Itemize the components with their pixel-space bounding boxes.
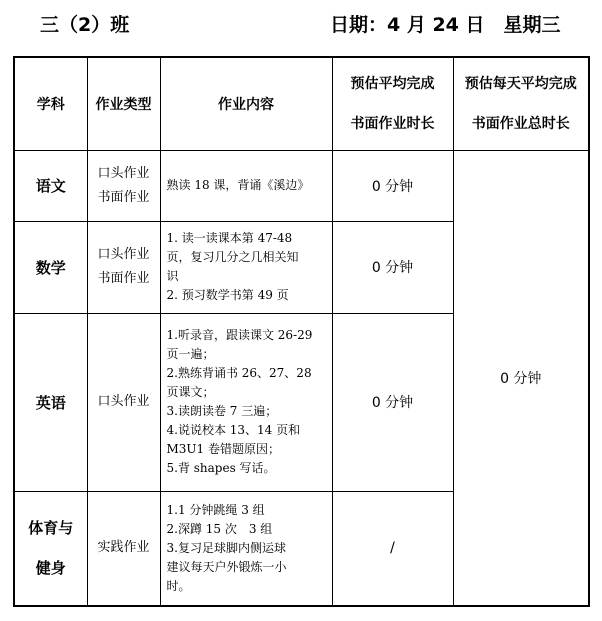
text-line: 熟读 18 课，背诵《溪边》: [166, 178, 310, 192]
text-line: 2.深蹲 15 次 3 组: [166, 521, 273, 536]
text-line: 体育与: [28, 519, 74, 538]
duration-cell: /: [332, 491, 453, 606]
date-line: 日期：4 月 24 日 星期三: [330, 14, 561, 36]
text-line: 3.读朗读卷 7 三遍；: [166, 404, 278, 418]
text-line: 页，复习几分之几相关知: [166, 250, 299, 264]
duration-cell: 0 分钟: [332, 313, 453, 491]
text-line: 4.说说校本 13、14 页和: [166, 423, 301, 437]
text-line: 语文: [35, 177, 66, 195]
text-line: 识: [166, 269, 179, 283]
header-total-duration: [453, 57, 589, 150]
text-line: 数学: [35, 258, 66, 277]
type-cell: [87, 491, 160, 606]
text-line: 3.复习足球脚内侧运球: [166, 540, 286, 555]
text-line: 5.背 shapes 写话。: [166, 461, 276, 475]
header-content: 作业内容: [160, 57, 332, 150]
text-line: 1.听录音，跟读课文 26-29: [166, 328, 313, 342]
header-total-line1: 预估每天平均完成: [464, 75, 577, 92]
duration-cell: 0 分钟: [332, 221, 453, 313]
text-line: 页课文；: [166, 385, 215, 399]
header-avg-line2: 书面作业时长: [350, 115, 435, 132]
text-line: 时。: [166, 578, 191, 593]
subject-cell: [14, 313, 87, 491]
text-line: 口头作业: [97, 165, 150, 181]
type-cell: [87, 313, 160, 491]
text-line: 健身: [35, 559, 66, 578]
type-cell: [87, 221, 160, 313]
text-line: 页一遍；: [166, 347, 215, 361]
text-line: 2.熟练背诵书 26、27、28: [166, 366, 312, 380]
text-line: M3U1 卷错题原因；: [166, 442, 280, 456]
text-line: 建议每天户外锻炼一小: [166, 559, 287, 574]
text-line: 2. 预习数学书第 49 页: [166, 288, 289, 302]
table-row: [14, 150, 589, 221]
class-title: 三（2）班: [40, 14, 130, 36]
total-duration-cell: 0 分钟: [453, 150, 589, 606]
subject-cell: [14, 221, 87, 313]
homework-table: [13, 56, 590, 607]
text-line: 英语: [35, 393, 66, 412]
duration-cell: 0 分钟: [332, 150, 453, 221]
content-cell: [160, 491, 332, 606]
subject-cell: [14, 491, 87, 606]
header-avg-duration: [332, 57, 453, 150]
header-subject: 学科: [14, 57, 87, 150]
content-cell: [160, 150, 332, 221]
header-total-line2: 书面作业总时长: [471, 115, 570, 132]
text-line: 书面作业: [97, 271, 150, 286]
text-line: 1. 读一读课本第 47-48: [166, 231, 293, 245]
text-line: 口头作业: [97, 247, 150, 262]
header-type: 作业类型: [87, 57, 160, 150]
text-line: 1.1 分钟跳绳 3 组: [166, 502, 265, 517]
text-line: 口头作业: [97, 394, 150, 409]
type-cell: [87, 150, 160, 221]
content-cell: [160, 221, 332, 313]
text-line: 实践作业: [97, 540, 150, 556]
subject-cell: [14, 150, 87, 221]
header-row: [14, 57, 589, 150]
header-avg-line1: 预估平均完成: [350, 75, 435, 92]
text-line: 书面作业: [97, 189, 150, 205]
content-cell: [160, 313, 332, 491]
